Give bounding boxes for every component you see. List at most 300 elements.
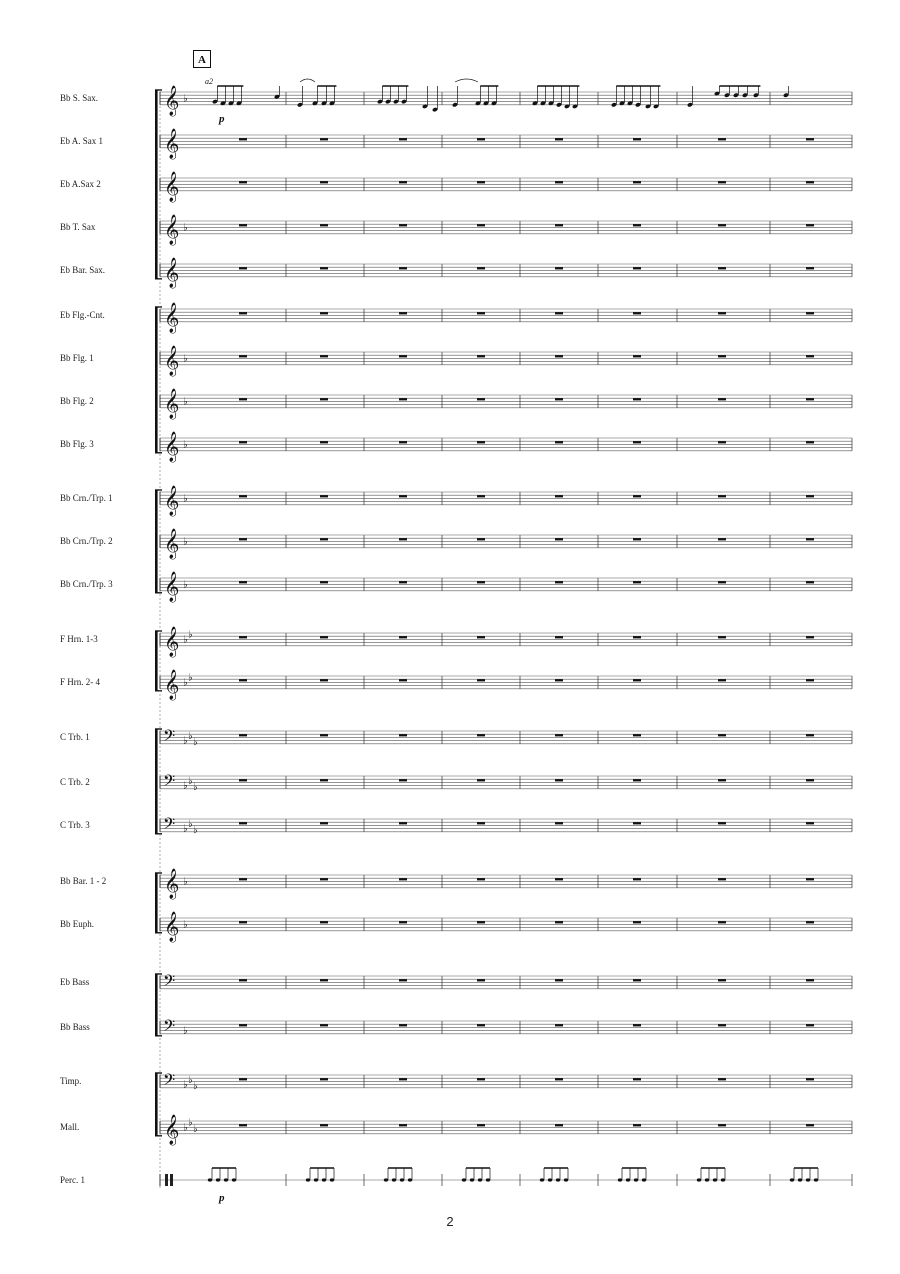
perc-note: [314, 1178, 318, 1181]
staff-16: [60, 815, 852, 837]
flat-sign: ♭: [183, 222, 188, 234]
perc-note: [400, 1178, 404, 1181]
whole-rest: [718, 398, 726, 400]
whole-rest: [399, 822, 407, 824]
rehearsal-mark: A: [193, 50, 211, 68]
whole-rest: [718, 312, 726, 314]
whole-rest: [320, 312, 328, 314]
whole-rest: [806, 224, 814, 226]
whole-rest: [239, 538, 247, 540]
perc-note: [790, 1178, 794, 1181]
whole-rest: [320, 979, 328, 981]
flat-sign: ♭: [188, 1074, 193, 1086]
whole-rest: [399, 495, 407, 497]
staff-13: [60, 669, 852, 701]
staff-14: [60, 727, 852, 749]
whole-rest: [399, 441, 407, 443]
treble-clef: 𝄞: [164, 346, 180, 376]
whole-rest: [477, 138, 485, 140]
staff-15: [60, 772, 852, 794]
flat-sign: ♭: [183, 735, 188, 747]
perc-note: [721, 1178, 725, 1181]
instrument-label: Eb Flg.-Cnt.: [60, 310, 105, 320]
whole-rest: [320, 181, 328, 183]
whole-rest: [633, 822, 641, 824]
whole-rest: [477, 398, 485, 400]
whole-rest: [806, 581, 814, 583]
whole-rest: [555, 822, 563, 824]
whole-rest: [633, 538, 641, 540]
whole-rest: [239, 312, 247, 314]
whole-rest: [555, 355, 563, 357]
dynamic-marking: p: [219, 113, 225, 125]
whole-rest: [806, 441, 814, 443]
whole-rest: [806, 822, 814, 824]
whole-rest: [239, 581, 247, 583]
whole-rest: [633, 734, 641, 736]
treble-clef: 𝄞: [164, 389, 180, 419]
perc-note: [216, 1178, 220, 1181]
whole-rest: [718, 441, 726, 443]
whole-rest: [320, 224, 328, 226]
bass-clef: 𝄢: [163, 972, 176, 994]
whole-rest: [555, 1124, 563, 1126]
flat-sign: ♭: [183, 677, 188, 689]
whole-rest: [477, 538, 485, 540]
whole-rest: [806, 355, 814, 357]
whole-rest: [718, 267, 726, 269]
whole-rest: [633, 267, 641, 269]
whole-rest: [633, 581, 641, 583]
whole-rest: [477, 878, 485, 880]
whole-rest: [239, 138, 247, 140]
perc-note: [814, 1178, 818, 1181]
whole-rest: [477, 312, 485, 314]
whole-rest: [239, 779, 247, 781]
whole-rest: [633, 921, 641, 923]
flat-sign: ♭: [183, 919, 188, 931]
whole-rest: [239, 441, 247, 443]
whole-rest: [399, 267, 407, 269]
whole-rest: [718, 1124, 726, 1126]
whole-rest: [320, 1024, 328, 1026]
perc-note: [540, 1178, 544, 1181]
whole-rest: [806, 398, 814, 400]
whole-rest: [555, 538, 563, 540]
whole-rest: [718, 495, 726, 497]
instrument-label: Bb Flg. 1: [60, 353, 94, 363]
whole-rest: [633, 138, 641, 140]
bass-clef: 𝄢: [163, 727, 176, 749]
whole-rest: [477, 822, 485, 824]
whole-rest: [633, 1078, 641, 1080]
whole-rest: [239, 224, 247, 226]
whole-rest: [633, 181, 641, 183]
whole-rest: [806, 921, 814, 923]
page-number: 2: [446, 1214, 454, 1229]
whole-rest: [633, 495, 641, 497]
perc-note: [798, 1178, 802, 1181]
perc-note: [642, 1178, 646, 1181]
whole-rest: [718, 822, 726, 824]
instrument-label: Eb A. Sax 1: [60, 136, 104, 146]
flat-sign: ♭: [183, 536, 188, 548]
whole-rest: [806, 312, 814, 314]
instrument-label: Timp.: [60, 1076, 82, 1086]
whole-rest: [477, 636, 485, 638]
whole-rest: [555, 224, 563, 226]
perc-note: [713, 1178, 717, 1181]
staff-17: [60, 868, 852, 900]
staff-9: [60, 485, 852, 517]
whole-rest: [806, 779, 814, 781]
perc-note: [330, 1178, 334, 1181]
whole-rest: [477, 734, 485, 736]
whole-rest: [399, 224, 407, 226]
whole-rest: [477, 441, 485, 443]
whole-rest: [555, 181, 563, 183]
whole-rest: [320, 267, 328, 269]
whole-rest: [555, 267, 563, 269]
whole-rest: [555, 878, 563, 880]
treble-clef: 𝄞: [164, 627, 180, 657]
whole-rest: [555, 979, 563, 981]
whole-rest: [320, 1078, 328, 1080]
staff-7: [60, 388, 852, 420]
bass-clef: 𝄢: [163, 1071, 176, 1093]
whole-rest: [806, 267, 814, 269]
whole-rest: [718, 1024, 726, 1026]
flat-sign: ♭: [193, 737, 198, 749]
whole-rest: [477, 1024, 485, 1026]
whole-rest: [320, 822, 328, 824]
staff-21: [60, 1071, 852, 1093]
whole-rest: [806, 538, 814, 540]
whole-rest: [399, 181, 407, 183]
perc-note: [486, 1178, 490, 1181]
instrument-label: F Hrn. 1-3: [60, 634, 98, 644]
whole-rest: [239, 636, 247, 638]
whole-rest: [239, 1078, 247, 1080]
whole-rest: [718, 921, 726, 923]
whole-rest: [633, 355, 641, 357]
group-bracket: [155, 307, 158, 453]
perc-note: [462, 1178, 466, 1181]
treble-clef: 𝄞: [164, 258, 180, 288]
whole-rest: [477, 495, 485, 497]
bass-clef: 𝄢: [163, 772, 176, 794]
whole-rest: [399, 636, 407, 638]
instrument-label: Bb S. Sax.: [60, 93, 99, 103]
whole-rest: [718, 679, 726, 681]
whole-rest: [555, 734, 563, 736]
flat-sign: ♭: [183, 493, 188, 505]
tie: [455, 79, 478, 82]
whole-rest: [399, 878, 407, 880]
perc-note: [705, 1178, 709, 1181]
treble-clef: 𝄞: [164, 172, 180, 202]
whole-rest: [399, 312, 407, 314]
instrument-label: Bb Crn./Trp. 1: [60, 493, 113, 503]
staff-0: [60, 77, 852, 125]
treble-clef: 𝄞: [164, 1115, 180, 1145]
whole-rest: [320, 138, 328, 140]
instrument-label: Bb Flg. 2: [60, 396, 94, 406]
whole-rest: [806, 181, 814, 183]
treble-clef: 𝄞: [164, 129, 180, 159]
whole-rest: [718, 779, 726, 781]
flat-sign: ♭: [183, 579, 188, 591]
perc-note: [408, 1178, 412, 1181]
treble-clef: 𝄞: [164, 572, 180, 602]
instrument-label: Eb Bass: [60, 977, 90, 987]
whole-rest: [239, 734, 247, 736]
treble-clef: 𝄞: [164, 86, 180, 116]
percussion-clef: [170, 1174, 173, 1186]
whole-rest: [718, 581, 726, 583]
instrument-label: Bb Bass: [60, 1022, 90, 1032]
flat-sign: ♭: [183, 93, 188, 105]
group-bracket: [155, 631, 158, 691]
treble-clef: 𝄞: [164, 215, 180, 245]
whole-rest: [477, 581, 485, 583]
whole-rest: [718, 538, 726, 540]
whole-rest: [633, 636, 641, 638]
whole-rest: [239, 495, 247, 497]
staff-4: [60, 257, 852, 289]
flat-sign: ♭: [183, 634, 188, 646]
staff-system: [60, 77, 852, 1204]
whole-rest: [399, 779, 407, 781]
perc-note: [470, 1178, 474, 1181]
flat-sign: ♭: [183, 1122, 188, 1134]
whole-rest: [239, 979, 247, 981]
whole-rest: [239, 181, 247, 183]
whole-rest: [477, 267, 485, 269]
whole-rest: [239, 1124, 247, 1126]
group-bracket: [155, 974, 158, 1036]
instrument-label: Bb Flg. 3: [60, 439, 94, 449]
whole-rest: [239, 878, 247, 880]
flat-sign: ♭: [193, 1081, 198, 1093]
treble-clef: 𝄞: [164, 486, 180, 516]
whole-rest: [633, 679, 641, 681]
staff-1: [60, 128, 852, 160]
instrument-label: Bb Bar. 1 - 2: [60, 876, 107, 886]
flat-sign: ♭: [183, 780, 188, 792]
staff-11: [60, 571, 852, 603]
whole-rest: [806, 1124, 814, 1126]
flat-sign: ♭: [183, 1079, 188, 1091]
flat-sign: ♭: [193, 825, 198, 837]
whole-rest: [477, 1124, 485, 1126]
flat-sign: ♭: [183, 353, 188, 365]
staff-5: [60, 302, 852, 334]
flat-sign: ♭: [183, 1025, 188, 1037]
whole-rest: [633, 878, 641, 880]
perc-note: [392, 1178, 396, 1181]
whole-rest: [399, 1078, 407, 1080]
whole-rest: [633, 224, 641, 226]
whole-rest: [633, 779, 641, 781]
whole-rest: [633, 979, 641, 981]
group-bracket: [155, 873, 158, 933]
perc-note: [556, 1178, 560, 1181]
whole-rest: [320, 495, 328, 497]
flat-sign: ♭: [183, 396, 188, 408]
whole-rest: [399, 581, 407, 583]
whole-rest: [555, 495, 563, 497]
perc-note: [806, 1178, 810, 1181]
perc-note: [384, 1178, 388, 1181]
perc-note: [564, 1178, 568, 1181]
whole-rest: [718, 138, 726, 140]
instrument-label: Bb T. Sax: [60, 222, 96, 232]
instrument-label: C Trb. 3: [60, 820, 90, 830]
whole-rest: [477, 921, 485, 923]
instrument-label: Mall.: [60, 1122, 80, 1132]
whole-rest: [718, 878, 726, 880]
group-bracket: [155, 490, 158, 593]
whole-rest: [555, 398, 563, 400]
staff-2: [60, 171, 852, 203]
whole-rest: [320, 878, 328, 880]
treble-clef: 𝄞: [164, 529, 180, 559]
flat-sign: ♭: [188, 1117, 193, 1129]
whole-rest: [806, 679, 814, 681]
instrument-label: C Trb. 2: [60, 777, 90, 787]
whole-rest: [477, 224, 485, 226]
whole-rest: [239, 921, 247, 923]
whole-rest: [320, 921, 328, 923]
staff-19: [60, 972, 852, 994]
whole-rest: [477, 1078, 485, 1080]
group-brackets: [155, 90, 162, 1190]
instrument-label: Perc. 1: [60, 1175, 85, 1185]
whole-rest: [399, 1024, 407, 1026]
staff-23: [60, 1168, 852, 1204]
whole-rest: [633, 1124, 641, 1126]
whole-rest: [399, 979, 407, 981]
whole-rest: [399, 538, 407, 540]
treble-clef: 𝄞: [164, 432, 180, 462]
dynamic-marking: p: [219, 1192, 225, 1204]
treble-clef: 𝄞: [164, 670, 180, 700]
whole-rest: [718, 181, 726, 183]
staff-12: [60, 626, 852, 658]
whole-rest: [320, 734, 328, 736]
whole-rest: [239, 822, 247, 824]
whole-rest: [718, 1078, 726, 1080]
whole-rest: [806, 734, 814, 736]
perc-note: [634, 1178, 638, 1181]
whole-rest: [806, 1024, 814, 1026]
flat-sign: ♭: [188, 730, 193, 742]
flat-sign: ♭: [183, 823, 188, 835]
whole-rest: [320, 779, 328, 781]
perc-note: [618, 1178, 622, 1181]
staff-20: [60, 1017, 852, 1039]
percussion-clef: [165, 1174, 168, 1186]
whole-rest: [806, 878, 814, 880]
whole-rest: [320, 581, 328, 583]
whole-rest: [320, 538, 328, 540]
whole-rest: [239, 267, 247, 269]
instrument-label: Eb A.Sax 2: [60, 179, 101, 189]
flat-sign: ♭: [183, 876, 188, 888]
whole-rest: [555, 312, 563, 314]
whole-rest: [718, 979, 726, 981]
flat-sign: ♭: [188, 629, 193, 641]
treble-clef: 𝄞: [164, 303, 180, 333]
whole-rest: [718, 355, 726, 357]
staff-10: [60, 528, 852, 560]
whole-rest: [399, 138, 407, 140]
bass-clef: 𝄢: [163, 1017, 176, 1039]
instrument-label: Bb Crn./Trp. 2: [60, 536, 113, 546]
whole-rest: [399, 679, 407, 681]
instrument-label: F Hrn. 2- 4: [60, 677, 100, 687]
whole-rest: [320, 441, 328, 443]
whole-rest: [806, 495, 814, 497]
perc-note: [208, 1178, 212, 1181]
whole-rest: [555, 1024, 563, 1026]
whole-rest: [477, 779, 485, 781]
perc-note: [306, 1178, 310, 1181]
whole-rest: [239, 679, 247, 681]
whole-rest: [718, 636, 726, 638]
whole-rest: [239, 1024, 247, 1026]
whole-rest: [555, 441, 563, 443]
bass-clef: 𝄢: [163, 815, 176, 837]
tempo-mark: a2: [205, 77, 213, 86]
whole-rest: [555, 138, 563, 140]
flat-sign: ♭: [193, 782, 198, 794]
whole-rest: [555, 581, 563, 583]
whole-rest: [806, 636, 814, 638]
whole-rest: [718, 224, 726, 226]
flat-sign: ♭: [193, 1124, 198, 1135]
whole-rest: [320, 636, 328, 638]
whole-rest: [555, 679, 563, 681]
whole-rest: [477, 979, 485, 981]
whole-rest: [239, 398, 247, 400]
flat-sign: ♭: [188, 775, 193, 787]
whole-rest: [399, 734, 407, 736]
treble-clef: 𝄞: [164, 912, 180, 942]
staff-22: [60, 1114, 852, 1146]
group-bracket: [155, 90, 158, 279]
staff-3: [60, 214, 852, 246]
whole-rest: [555, 1078, 563, 1080]
whole-rest: [320, 398, 328, 400]
instrument-label: Eb Bar. Sax.: [60, 265, 105, 275]
whole-rest: [555, 636, 563, 638]
instrument-label: C Trb. 1: [60, 732, 90, 742]
perc-note: [224, 1178, 228, 1181]
treble-clef: 𝄞: [164, 869, 180, 899]
instrument-label: Bb Crn./Trp. 3: [60, 579, 113, 589]
whole-rest: [320, 355, 328, 357]
perc-note: [626, 1178, 630, 1181]
perc-note: [232, 1178, 236, 1181]
staff-6: [60, 345, 852, 377]
whole-rest: [399, 921, 407, 923]
instrument-label: Bb Euph.: [60, 919, 95, 929]
whole-rest: [806, 979, 814, 981]
flat-sign: ♭: [188, 672, 193, 684]
whole-rest: [633, 1024, 641, 1026]
